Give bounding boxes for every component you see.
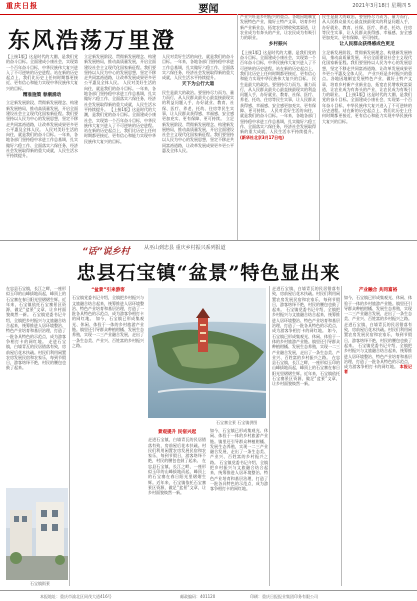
column-text: 人民对美好生活的向往，就是我们的奋斗目标。一年来，各地各部门坚持稳中求进工作总基调，扎实做好六稳工作、全面落实六保任务，经济社会发展取得新的重大成就，人民生活水平持续提升。 [6, 126, 78, 159]
column-text: 人民对美好生活的向往，就是我们的奋斗目标。一年来，各地各部门坚持稳中求进工作总基调，扎实做好六稳工作、全面落实六保任务，经济社会发展取得新的重大成就，人民生活水平持续提升。 [162, 54, 234, 81]
column-text: 【上接1版】这是时代的大潮，是我们党的奋斗目标。全面建成小康社会，实现第一个百年奋斗目标，中华民族伟大复兴进入了不可逆转的历史进程。站在新的历史起点上，我们比历史上任何时期都更接近、更有信心和能力实现中华民族伟大复兴的目标。 [6, 54, 78, 91]
top-headline: 东风浩荡万里澄 [8, 28, 177, 54]
subheading: 产业融合 共同富裕 [358, 288, 398, 293]
bottom-headline: 忠县石宝镇“盆景”特色显出来 [76, 262, 341, 284]
section-title: 要闻 [198, 4, 219, 15]
subheading: 乡村振兴 [268, 42, 288, 48]
article-column [240, 14, 316, 240]
column-divider [69, 286, 70, 586]
footer-postcode: 邮政编码：401120 [180, 594, 216, 599]
banner-logo: “话”说乡村 [82, 247, 130, 257]
series-banner [4, 244, 413, 257]
column-text: 走进石宝镇，白墙青瓦的民居错落有致，房前屋后花木扶疏。村民们利用闲置农房发展民宿和农家乐，每到节假日，游客络绎不绝，村民的腰包也鼓了起来。 [272, 286, 340, 313]
column-text: 【上接1版】这是时代的大潮，是我们党的奋斗目标。全面建成小康社会，实现第一个百年奋斗目标，中华民族伟大复兴进入了不可逆转的历史进程。站在新的历史起点上，我们比历史上任何时期都更接近、更有信心和能力实现中华民族伟大复兴的目标。 [322, 92, 412, 124]
article-column [84, 54, 156, 240]
article-column [272, 286, 340, 586]
column-divider [269, 286, 270, 586]
column-text: 【上接1版】这是时代的大潮，是我们党的奋斗目标。全面建成小康社会，实现第一个百年奋斗目标，中华民族伟大复兴进入了不可逆转的历史进程。站在新的历史起点上，我们比历史上任何时期都更接近、更有信心和能力实现中华民族伟大复兴的目标。 [84, 106, 156, 144]
article-column [344, 286, 412, 586]
column-text: 产业兴旺是乡村振兴的重点。各地因地制宜发展特色产业，做好土特产文章，培育乡村新产业新业态，拓宽农民增收致富渠道，让农业成为有奔头的产业，让农民成为有吸引力的职业。 [322, 70, 412, 98]
article-column [210, 428, 268, 586]
subheading: 精准施策 春潮涌动 [22, 93, 62, 99]
column-divider [237, 14, 238, 240]
column-text: 走进石宝镇，白墙青瓦的民居错落有致，房前屋后花木扶疏。村民们利用闲置农房发展民宿和农家乐，每到节假日，游客络绎不绝，村民的腰包也鼓了起来。 [148, 437, 206, 464]
lead-text: 在忠县石宝镇，长江之畔，一座形似玉印的山峰拔地而起，峰顶上的石宝寨在春日阳光里熠熠生辉。近年来，石宝镇依托石宝寨景区资源，做足“盆景”文章，让乡村面貌焕然一新。 [6, 286, 66, 318]
main-photo [148, 288, 266, 418]
column-text: 民生是最大的政治。要坚持尽力而为、量力而行，从人民群众最关心最直接最现实的利益问题入手，办好就业、教育、社保、医疗、养老、托幼、住房等民生实事，让人民群众获得感、幸福感、安全感更加充实、更有保障、更可持续。 [322, 14, 412, 41]
column-divider [341, 286, 342, 586]
island-illustration [148, 288, 266, 418]
column-text: 在忠县石宝镇，长江之畔，一座形似玉印的山峰拔地而起，峰顶上的石宝寨在春日阳光里熠熠生辉。近年来，石宝镇依托石宝寨景区资源，做足“盆景”文章，让乡村面貌焕然一新。 [272, 354, 340, 387]
column-text: 如今，石宝镇已形成集观光、休闲、体验于一体的乡村旅游产业链。镇里还引导群众种植柑橘、发展生态养殖，实现一二三产业融合发展，走出了一条生态美、产业兴、百姓富的乡村振兴之路。 [272, 328, 340, 360]
article-column [162, 54, 234, 240]
street-illustration [6, 488, 68, 580]
date-line: 2021年3月18日 星期四 5 [352, 3, 411, 9]
column-text: 石宝镇党委书记介绍，全镇把乡村振兴与文旅融合结合起来，统筹推进人居环境整治、特色产业培育和基层治理，打造了一批各具特色的示范点，成为游客争相打卡的网红地。 [344, 342, 412, 370]
column-text: 立足新发展阶段、贯彻新发展理念、构建新发展格局，推动高质量发展，开启全面建设社会主义现代化国家新征程。我们要坚持以人民为中心的发展思想，坚定不移走共同富裕道路，让改革发展成果更多更公平惠及全体人民。 [84, 54, 156, 86]
newspaper-logo: 重庆日报 [6, 2, 38, 10]
column-text: 民生是最大的政治。要坚持尽力而为、量力而行，从人民群众最关心最直接最现实的利益问题入手，办好就业、教育、社保、医疗、养老、托幼、住房等民生实事，让人民群众获得感、幸福感、安全感更加充实、更有保障、更可持续。 [240, 76, 316, 114]
column-text: 人民对美好生活的向往，就是我们的奋斗目标。一年来，各地各部门坚持稳中求进工作总基调，扎实做好六稳工作、全面落实六保任务，经济社会发展取得新的重大成就，人民生活水平持续提升。 [240, 108, 316, 135]
column-text: 立足新发展阶段、贯彻新发展理念、构建新发展格局，推动高质量发展，开启全面建设社会主义现代化国家新征程。我们要坚持以人民为中心的发展思想，坚定不移走共同富裕道路，让改革发展成果更多更公平惠及全体人民。 [322, 49, 412, 76]
article-column [6, 286, 66, 486]
subheading: 天下为公行大道 [181, 82, 215, 88]
article-column [148, 428, 206, 586]
column-text: 在忠县石宝镇，长江之畔，一座形似玉印的山峰拔地而起，峰顶上的石宝寨在春日阳光里熠熠生辉。近年来，石宝镇依托石宝寨景区资源，做足“盆景”文章，让乡村面貌焕然一新。 [148, 458, 206, 496]
column-text: 走进石宝镇，白墙青瓦的民居错落有致，房前屋后花木扶疏。村民们利用闲置农房发展民宿和农家乐，每到节假日，游客络绎不绝，村民的腰包也鼓了起来。 [344, 321, 412, 348]
photo-caption: 石宝镇街景 [30, 581, 50, 586]
column-text: 民生是最大的政治。要坚持尽力而为、量力而行，从人民群众最关心最直接最现实的利益问题入手，办好就业、教育、社保、医疗、养老、托幼、住房等民生实事，让人民群众获得感、幸福感、安全感更加充实、更有保障、更可持续。 [162, 89, 234, 122]
column-text: 石宝镇党委书记介绍，全镇把乡村振兴与文旅融合结合起来，统筹推进人居环境整治、特色产业培育和基层治理，打造了一批各具特色的示范点，成为游客争相打卡的网红地。 [272, 307, 340, 334]
column-text: 如今，石宝镇已形成集观光、休闲、体验于一体的乡村旅游产业链。镇里还引导群众种植柑橘、发展生态养殖，实现一二三产业融合发展，走出了一条生态美、产业兴、百姓富的乡村振兴之路。 [210, 428, 268, 465]
column-text: 人民对美好生活的向往，就是我们的奋斗目标。一年来，各地各部门坚持稳中求进工作总基调，扎实做好六稳工作、全面落实六保任务，经济社会发展取得新的重大成就，人民生活水平持续提升。 [84, 80, 156, 112]
column-text: 如今，石宝镇已形成集观光、休闲、体验于一体的乡村旅游产业链。镇里还引导群众种植柑橘、发展生态养殖，实现一二三产业融合发展，走出了一条生态美、产业兴、百姓富的乡村振兴之路。 [344, 295, 412, 322]
banner-series-text: 从巫山到忠县 重庆乡村振兴系列报道 [144, 245, 226, 251]
column-text: 石宝镇党委书记介绍，全镇把乡村振兴与文旅融合结合起来，统筹推进人居环境整治、特色产业培育和基层治理，打造了一批各具特色的示范点，成为游客争相打卡的网红地。 [210, 459, 268, 492]
section-divider [0, 240, 417, 241]
column-text: 石宝镇党委书记介绍，全镇把乡村振兴与文旅融合结合起来，统筹推进人居环境整治、特色产业培育和基层治理，打造了一批各具特色的示范点，成为游客争相打卡的网红地。 [6, 312, 66, 344]
column-text: 石宝镇党委书记介绍，全镇把乡村振兴与文旅融合结合起来，统筹推进人居环境整治、特色产业培育和基层治理，打造了一批各具特色的示范点，成为游客争相打卡的网红地。 [72, 295, 144, 322]
masthead [0, 0, 417, 15]
byline: (新华社北京3月17日电) [240, 134, 285, 140]
column-text: 如今，石宝镇已形成集观光、休闲、体验于一体的乡村旅游产业链。镇里还引导群众种植柑橘、发展生态养殖，实现一二三产业融合发展，走出了一条生态美、产业兴、百姓富的乡村振兴之路。 [72, 316, 144, 348]
photo-caption: 石宝寨全景 石宝镇供图 [216, 420, 258, 425]
subheading: 景观提升 民宿兴起 [157, 430, 197, 435]
subheading: “盆景”引来游客 [91, 288, 125, 293]
article-column [322, 14, 412, 240]
article-column [6, 54, 78, 240]
column-text: 走进石宝镇，白墙青瓦的民居错落有致，房前屋后花木扶疏。村民们利用闲置农房发展民宿和农家乐，每到节假日，游客络绎不绝，村民的腰包也鼓了起来。 [6, 338, 66, 371]
subheading: 让人民群众获得感成色更足 [339, 42, 395, 48]
page-footer [0, 590, 417, 601]
reporter-byline: 本报记者 [344, 364, 412, 375]
column-text: 【上接1版】这是时代的大潮，是我们党的奋斗目标。全面建成小康社会，实现第一个百年奋斗目标，中华民族伟大复兴进入了不可逆转的历史进程。站在新的历史起点上，我们比历史上任何时期都更接近、更有信心和能力实现中华民族伟大复兴的目标。 [240, 49, 316, 82]
column-text: 立足新发展阶段、贯彻新发展理念、构建新发展格局，推动高质量发展，开启全面建设社会主义现代化国家新征程。我们要坚持以人民为中心的发展思想，坚定不移走共同富裕道路，让改革发展成果更多更公平惠及全体人民。 [6, 100, 78, 132]
column-divider [319, 14, 320, 240]
footer-address: 本报地址：重庆市渝北区同茂大道416号 [40, 594, 112, 599]
column-text: 产业兴旺是乡村振兴的重点。各地因地制宜发展特色产业，做好土特产文章，培育乡村新产业新业态，拓宽农民增收致富渠道，让农业成为有奔头的产业，让农民成为有吸引力的职业。 [240, 14, 316, 41]
footer-printer: 印刷：重庆日报报业集团印务有限公司 [250, 594, 318, 599]
street-photo [6, 488, 68, 580]
column-text: 立足新发展阶段、贯彻新发展理念、构建新发展格局，推动高质量发展，开启全面建设社会主义现代化国家新征程。我们要坚持以人民为中心的发展思想，坚定不移走共同富裕道路，让改革发展成果更多更公平惠及全体人民。 [162, 116, 234, 154]
article-column [72, 286, 144, 586]
